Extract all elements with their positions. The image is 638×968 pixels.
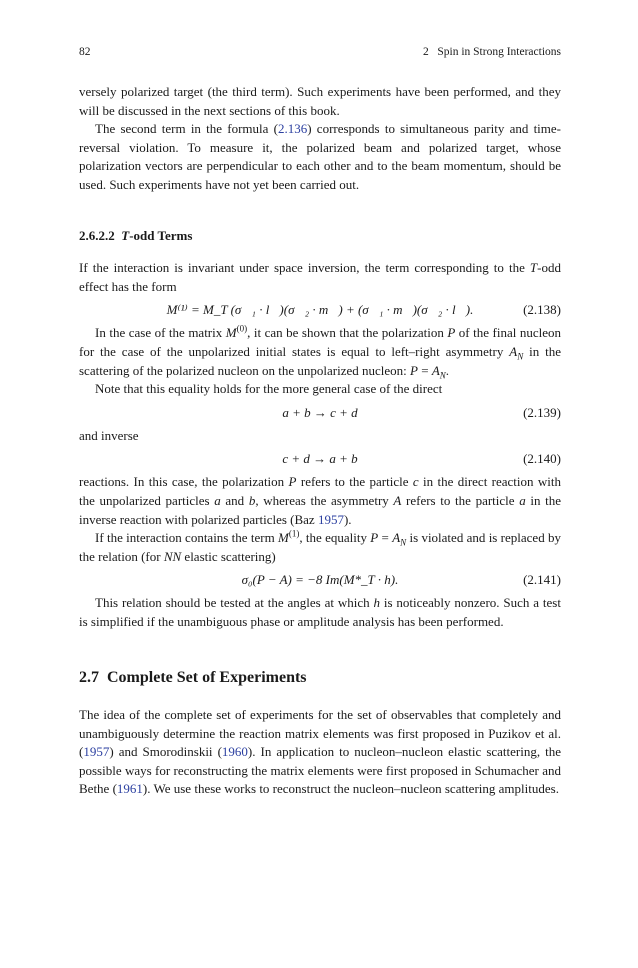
section-heading: [79, 669, 561, 688]
equation-2-141: [79, 569, 561, 591]
equation-expression: a + b → c + d: [282, 404, 358, 420]
subsection-number: 2.6.2.2: [79, 227, 115, 243]
body-text: [79, 83, 561, 799]
subsection-heading: 2.6.2.2 T-odd Terms: [79, 227, 193, 243]
equation-2-138: [79, 299, 561, 321]
paragraph-8: If the interaction contains the term $M^{(1)}$, the equality $P = A_N$ is violated and is replaced by the relation (for NN elastic scattering): [79, 528, 562, 564]
equation-expression: M⁽¹⁾ = M_T (σ⃗₁ · l⃗)(σ⃗₂ · m⃗) + (σ⃗₁ · m⃗)(σ⃗₂ · l⃗).: [166, 302, 474, 318]
equation-number: (2.138): [523, 302, 561, 318]
page-number: 82: [79, 46, 91, 58]
paragraph-6: and inverse: [79, 427, 139, 443]
paragraph-4: In the case of the matrix $M^{(0)}$, it can be shown that the polarization P of the final nucleon for the case of the unpolarized initial states is equal to left–right asymmetry $A_N$ in the scattering of the polarized nucleon on the unpolarized nucleon: $P = A_N$.: [79, 324, 561, 381]
ref-link-schumacher-1961[interactable]: 1961: [116, 781, 143, 797]
running-title: 2 Spin in Strong Interactions: [423, 46, 561, 58]
equation-number: (2.139): [523, 404, 561, 420]
ref-link-puzikov-1957[interactable]: 1957: [83, 744, 110, 760]
paragraph-7: reactions. In this case, the polarization P refers to the particle c in the direct reaction with the unpolarized particles a and b, whereas the asymmetry A refers to the particle a in the inverse reaction with polarized particles (Baz 1957).: [79, 474, 562, 527]
ref-link-baz-1957[interactable]: 1957: [317, 511, 344, 527]
paragraph-1: versely polarized target (the third term). Such experiments have been performed, and they will be discussed in the next sections of this book.: [79, 84, 561, 118]
equation-expression: σ₀(P − A) = −8 Im(M*_T · h).: [241, 572, 399, 588]
paragraph-3: If the interaction is invariant under space inversion, the term corresponding to the T-odd effect has the form: [79, 260, 561, 294]
equation-number: (2.141): [523, 572, 561, 588]
paragraph-9: This relation should be tested at the angles at which h is noticeably nonzero. Such a test is simplified if the unambiguous phase or amplitude analysis has been performed.: [79, 595, 561, 629]
paragraph-5: Note that this equality holds for the more general case of the direct: [95, 381, 443, 397]
ref-link-2-136[interactable]: 2.136: [277, 121, 308, 137]
equation-2-139: [79, 402, 561, 424]
ref-link-smorodinskii-1960[interactable]: 1960: [221, 744, 248, 760]
section-title: Complete Set of Experiments: [107, 669, 307, 687]
equation-expression: c + d → a + b: [282, 451, 358, 467]
paragraph-2: The second term in the formula (2.136) corresponds to simultaneous parity and time-reversal violation. To measure it, the polarized beam and polarized target, whose polarization vectors are perpendicular to each other and to the beam momentum, should be used. Such experiments have not yet been carried out.: [79, 121, 561, 192]
paragraph-10: The idea of the complete set of experiments for the set of observables that completely and unambiguously determine the reaction matrix elements was first proposed in Puzikov et al. (1957) and Smorodinskii (1960). In application to nucleon–nucleon elastic scattering, the possible ways for reconstructing the matrix elements were first proposed in Schumacher and Bethe (1961). We use these works to reconstruct the nucleon–nucleon scattering amplitudes.: [79, 707, 561, 797]
section-number: 2.7: [79, 669, 99, 687]
equation-2-140: [79, 448, 561, 470]
equation-number: (2.140): [523, 451, 561, 467]
